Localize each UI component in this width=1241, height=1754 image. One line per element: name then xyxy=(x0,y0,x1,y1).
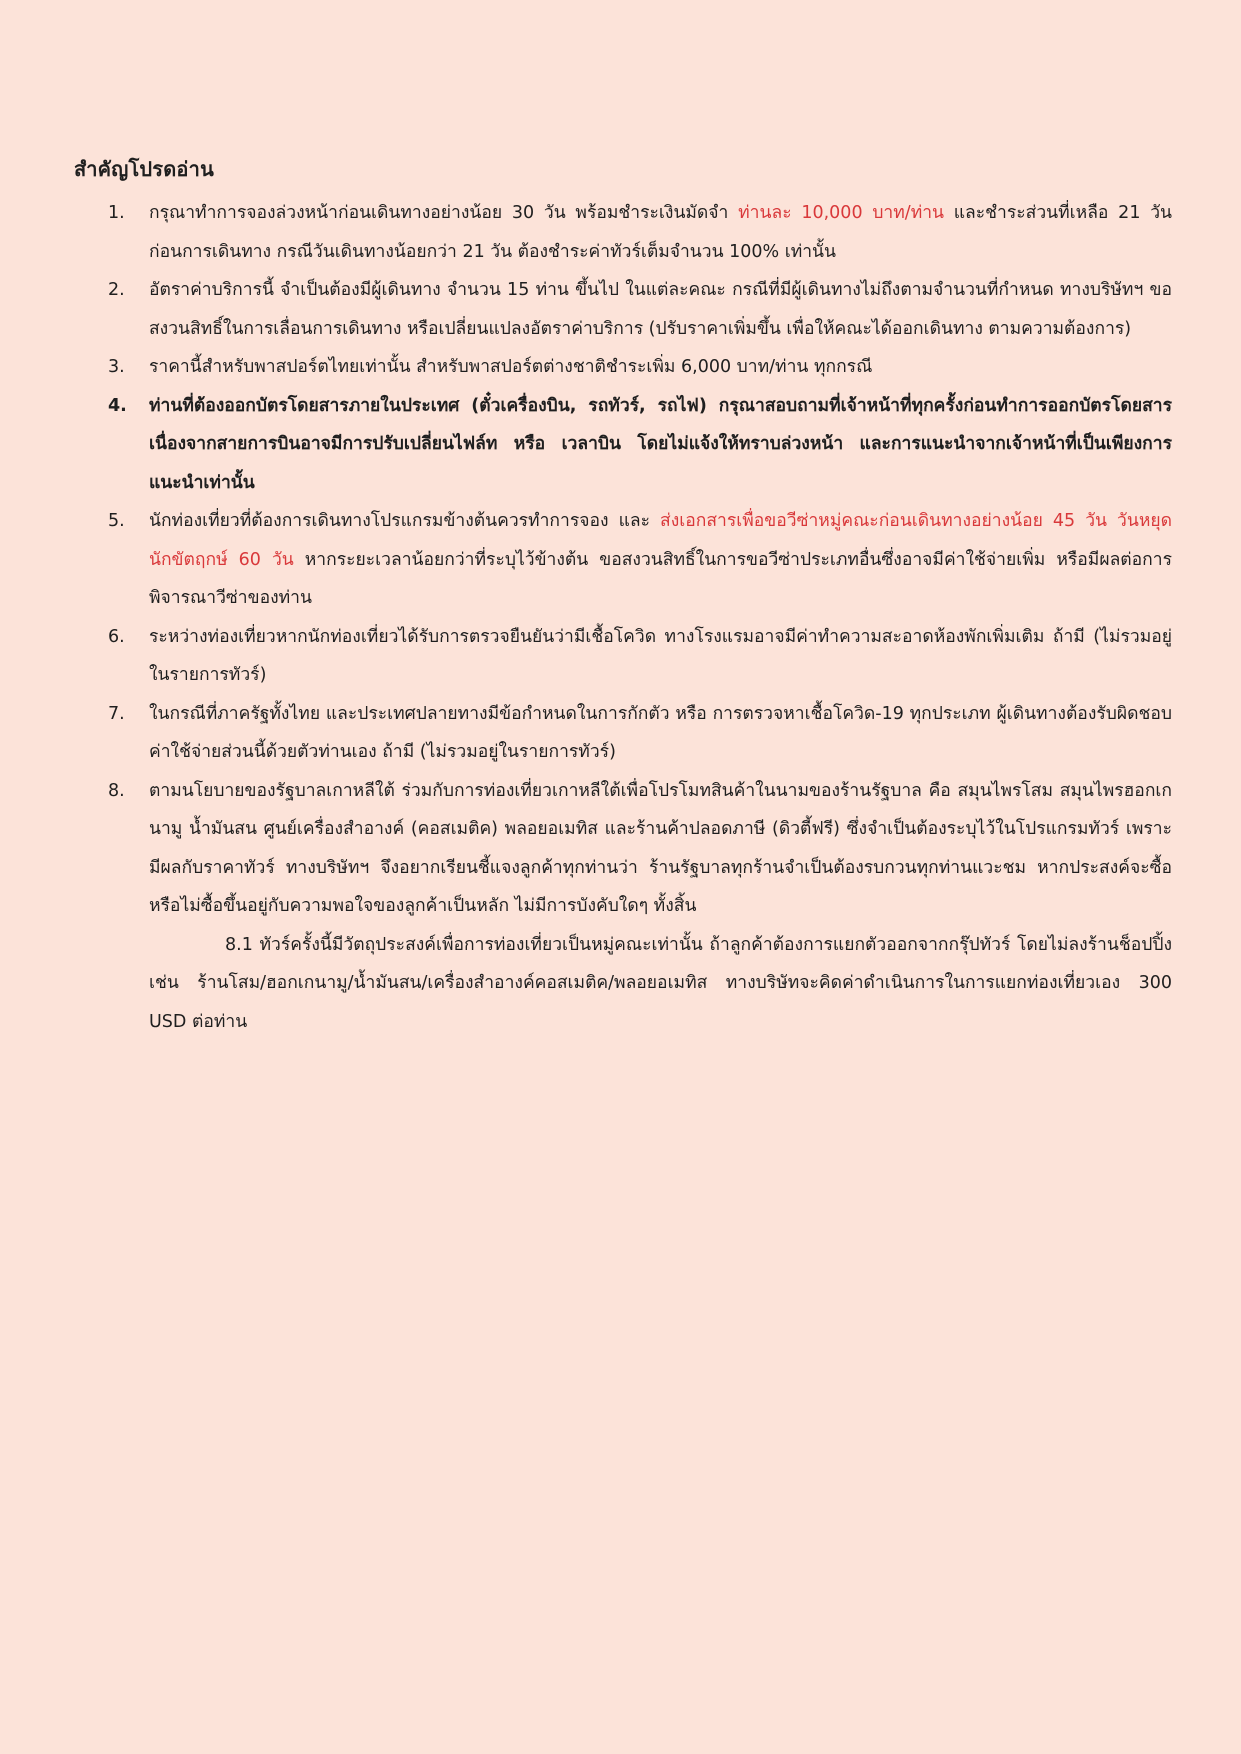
item-number: 2. xyxy=(108,280,125,300)
item-text: กรุณาทำการจองล่วงหน้าก่อนเดินทางอย่างน้อย 30 วัน พร้อมชำระเงินมัดจำ xyxy=(149,203,739,223)
list-item xyxy=(74,271,1172,348)
item-text: ในกรณีที่ภาครัฐทั้งไทย และประเทศปลายทางมีข้อกำหนดในการกักตัว หรือ การตรวจหาเชื้อโควิด-19 ทุกประเภท ผู้เดินทางต้องรับผิดชอบค่าใช้จ่ายส่วนนี้ด้วยตัวท่านเอง ถ้ามี (ไม่รวมอยู่ในรายการทัวร์) xyxy=(149,703,1172,762)
list-item xyxy=(74,695,1172,772)
notice-list xyxy=(74,194,1172,1041)
item-text: ราคานี้สำหรับพาสปอร์ตไทยเท่านั้น สำหรับพาสปอร์ตต่างชาติชำระเพิ่ม 6,000 บาท/ท่าน ทุกกรณี xyxy=(149,357,873,377)
item-text: ระหว่างท่องเที่ยวหากนักท่องเที่ยวได้รับการตรวจยืนยันว่ามีเชื้อโควิด ทางโรงแรมอาจมีค่าทำความสะอาดห้องพักเพิ่มเติม ถ้ามี (ไม่รวมอยู่ในรายการทัวร์) xyxy=(149,626,1172,685)
page-heading: สำคัญโปรดอ่าน xyxy=(74,157,214,181)
list-item xyxy=(74,618,1172,695)
list-item xyxy=(74,348,1172,387)
list-item xyxy=(74,194,1172,271)
item-number: 8. xyxy=(108,780,125,801)
item-number: 4. xyxy=(108,395,127,416)
sub-item-8-1: 8.1 ทัวร์ครั้งนี้มีวัตถุประสงค์เพื่อการท่องเที่ยวเป็นหมู่คณะเท่านั้น ถ้าลูกค้าต้องการแยกตัวออกจากกรุ๊ปทัวร์ โดยไม่ลงร้านช็อปปิ้ง เช่น ร้านโสม/ฮอกเกนามู/น้ำมันสน/เครื่องสำอางค์คอสเมติค/พลอยอเมทิส ทางบริษัทจะคิดค่าดำเนินการในการแยกท่องเที่ยวเอง 300 USD ต่อท่าน xyxy=(149,934,1172,1032)
visa-highlight: ส่งเอกสารเพื่อขอวีซ่าหมู่คณะก่อนเดินทางอย่างน้อย 45 วัน วันหยุดนักขัตฤกษ์ 60 วัน xyxy=(149,511,1172,570)
item-text: อัตราค่าบริการนี้ จำเป็นต้องมีผู้เดินทาง จำนวน 15 ท่าน ขึ้นไป ในแต่ละคณะ กรณีที่มีผู้เดินทางไม่ถึงตามจำนวนที่กำหนด ทางบริษัทฯ ขอสงวนสิทธิ์ในการเลื่อนการเดินทาง หรือเปลี่ยนแปลงอัตราค่าบริการ (ปรับราคาเพิ่มขึ้น เพื่อให้คณะได้ออกเดินทาง ตามความต้องการ) xyxy=(149,280,1172,339)
item-text: และชำระส่วนที่เหลือ 21 วัน ก่อนการเดินทาง กรณีวันเดินทางน้อยกว่า 21 วัน ต้องชำระค่าทัวร์เต็มจำนวน 100% เท่านั้น xyxy=(149,203,1172,262)
item-number: 7. xyxy=(108,703,125,724)
item-text: ตามนโยบายของรัฐบาลเกาหลีใต้ ร่วมกับการท่องเที่ยวเกาหลีใต้เพื่อโปรโมทสินค้าในนามของร้านรัฐบาล คือ สมุนไพรโสม สมุนไพรฮอกเกนามู น้ำมันสน ศูนย์เครื่องสำอางค์ (คอสเมติค) พลอยอเมทิส และร้านค้าปลอดภาษี (ดิวตี้ฟรี) ซึ่งจำเป็นต้องระบุไว้ในโปรแกรมทัวร์ เพราะมีผลกับราคาทัวร์ ทางบริษัทฯ จึงอยากเรียนชี้แจงลูกค้าทุกท่านว่า ร้านรัฐบาลทุกร้านจำเป็นต้องรบกวนทุกท่านแวะชม หากประสงค์จะซื้อหรือไม่ซื้อขึ้นอยู่กับความพอใจของลูกค้าเป็นหลัก ไม่มีการบังคับใดๆ ทั้งสิ้น xyxy=(149,780,1172,916)
item-number: 6. xyxy=(108,626,125,647)
item-number: 5. xyxy=(108,511,125,531)
item-text: ท่านที่ต้องออกบัตรโดยสารภายในประเทศ (ตั๋วเครื่องบิน, รถทัวร์, รถไฟ) กรุณาสอบถามที่เจ้าหน้าที่ทุกครั้งก่อนทำการออกบัตรโดยสาร เนื่องจากสายการบินอาจมีการปรับเปลี่ยนไฟล์ท หรือ เวลาบิน โดยไม่แจ้งให้ทราบล่วงหน้า และการแนะนำจากเจ้าหน้าที่เป็นเพียงการแนะนำเท่านั้น xyxy=(149,395,1172,493)
item-text: นักท่องเที่ยวที่ต้องการเดินทางโปรแกรมข้างต้นควรทำการจอง และ xyxy=(149,511,661,531)
list-item xyxy=(74,772,1172,926)
item-number: 3. xyxy=(108,357,125,377)
deposit-highlight: ท่านละ 10,000 บาท/ท่าน xyxy=(738,203,945,223)
item-text: หากระยะเวลาน้อยกว่าที่ระบุไว้ข้างต้น ขอสงวนสิทธิ์ในการขอวีซ่าประเภทอื่นซึ่งอาจมีค่าใช้จ่ายเพิ่ม หรือมีผลต่อการพิจารณาวีซ่าของท่าน xyxy=(149,549,1172,608)
list-item xyxy=(74,387,1172,503)
item-number: 1. xyxy=(108,203,125,223)
list-item xyxy=(74,502,1172,618)
